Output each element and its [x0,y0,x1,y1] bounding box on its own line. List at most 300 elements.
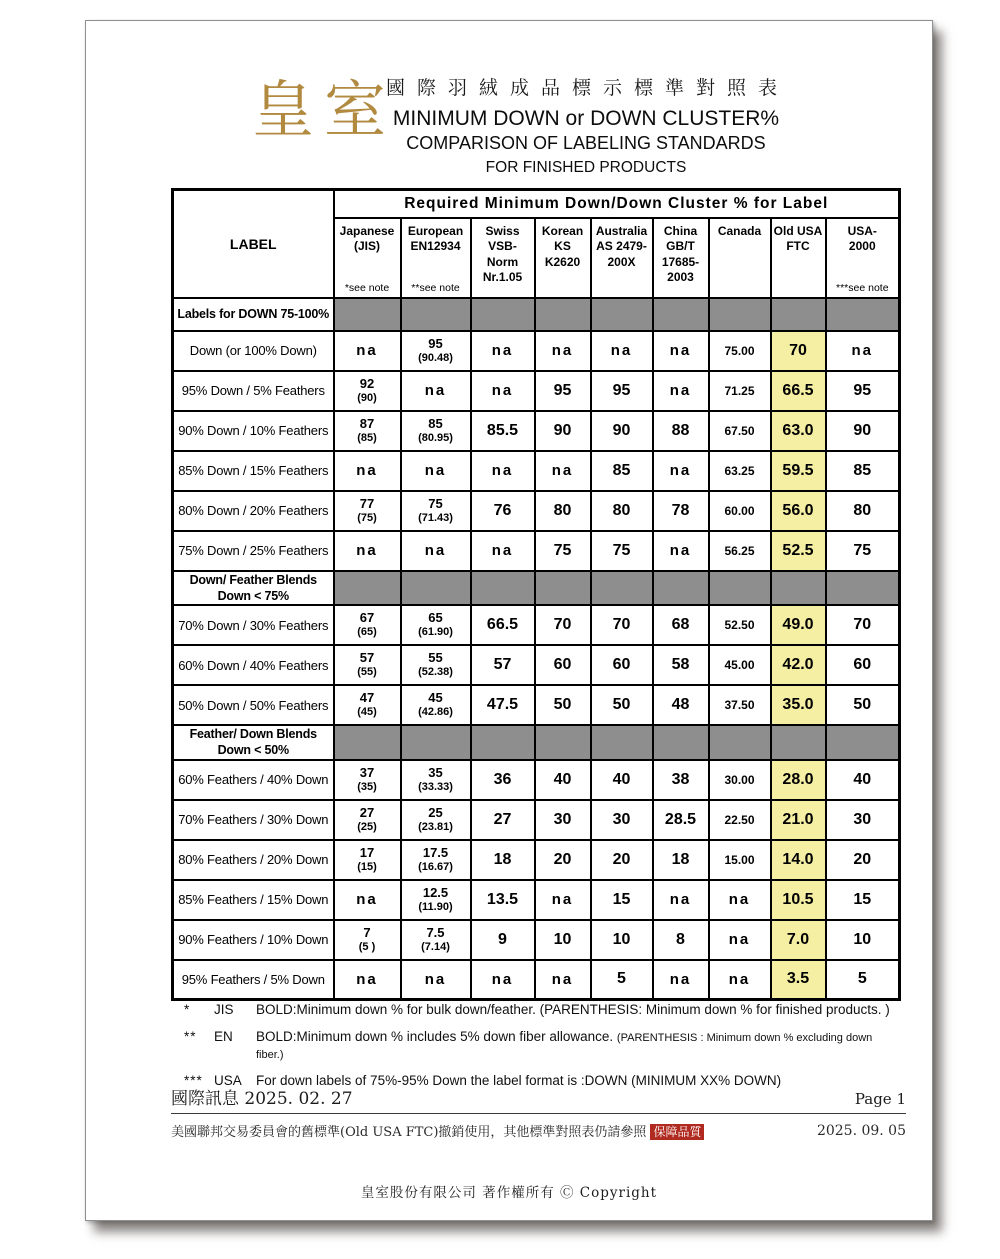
section-label-line: Down < 75% [217,588,289,603]
value-cell: 10.5 [771,880,826,920]
value-cell: 85.5 [471,411,535,451]
title-sub1: COMPARISON OF LABELING STANDARDS [406,133,766,154]
value-cell: 40 [535,760,591,800]
value-main: 75 [428,495,443,511]
column-header-line: Japanese [339,223,395,238]
section-cell [591,298,653,331]
value-cell [334,920,401,960]
value-cell: 9 [471,920,535,960]
section-cell [535,571,591,606]
row-label: 80% Feathers / 20% Down [173,840,334,880]
column-header [591,218,653,298]
value-main: 47 [359,690,375,706]
value-cell: 18 [653,840,709,880]
value-parenthesis: (90.48) [418,351,453,364]
row-label: 50% Down / 50% Feathers [173,685,334,725]
value-parenthesis: (90) [357,391,377,404]
value-parenthesis: (71.43) [418,511,453,524]
value-cell: 88 [653,411,709,451]
value-cell: 21.0 [771,800,826,840]
column-header-line: Swiss [485,223,520,238]
value-cell [401,645,471,685]
column-header-content [402,220,470,296]
value-cell: 52.50 [709,605,771,645]
section-label-line: Feather/ Down Blends [189,727,317,741]
title-main: MINIMUM DOWN or DOWN CLUSTER% [392,107,780,130]
value-cell: na [334,960,401,1000]
value-cell: 28.0 [771,760,826,800]
section-cell [535,725,591,760]
table-row [173,645,900,685]
footer-info-date: 國際訊息 2025. 02. 27 [171,1089,353,1109]
section-label-line: Labels for DOWN 75-100% [177,306,330,321]
value-cell [401,920,471,960]
footnote-marker: ** [184,1028,197,1044]
value-parenthesis: (23.81) [418,820,453,833]
value-cell: na [709,920,771,960]
column-header-line: AS 2479- [596,239,647,254]
section-row [173,571,900,606]
value-cell: 63.25 [709,451,771,491]
value-cell: 75 [591,531,653,571]
value-cell: na [334,531,401,571]
footnote-text [256,1028,896,1063]
value-cell: na [334,880,401,920]
value-parenthesis: (16.67) [418,860,453,873]
company-logo: 皇室 [252,73,397,146]
value-cell: 10 [591,920,653,960]
value-cell [401,331,471,371]
value-cell: 50 [826,685,900,725]
table-row [173,451,900,491]
footnote-text-main: BOLD:Minimum down % includes 5% down fiber allowance. [256,1028,617,1044]
value-main: 67 [359,610,375,626]
value-main: 25 [428,804,443,820]
value-cell: 10 [535,920,591,960]
value-cell: na [535,451,591,491]
section-cell [591,725,653,760]
value-main: 45 [428,690,443,706]
table-row [173,605,900,645]
value-cell: na [471,451,535,491]
footnote-abbr: EN [214,1028,233,1044]
row-label: 95% Feathers / 5% Down [173,960,334,1000]
value-cell: na [471,331,535,371]
footnote-text-main: BOLD:Minimum down % for bulk down/feather. (PARENTHESIS: Minimum down % for finished products. ) [256,1002,890,1017]
value-main: 7 [363,924,371,940]
value-cell: 30 [535,800,591,840]
column-header-line: Canada [717,223,762,238]
value-cell: 40 [591,760,653,800]
value-main: 7.5 [426,924,445,940]
section-cell [709,571,771,606]
value-main: 37 [359,764,375,780]
value-cell [401,605,471,645]
value-cell [334,760,401,800]
table-row [173,840,900,880]
value-cell: na [334,451,401,491]
row-label: 95% Down / 5% Feathers [173,371,334,411]
column-header-line: Norm [486,254,519,269]
value-cell: 90 [535,411,591,451]
value-cell: 90 [591,411,653,451]
column-header-content [827,220,899,296]
value-cell: 70 [591,605,653,645]
section-cell [471,725,535,760]
table-row [173,880,900,920]
footnote-abbr: JIS [214,1002,234,1017]
value-parenthesis: (85) [357,431,377,444]
value-cell: 85 [826,451,900,491]
value-parenthesis: (33.33) [418,780,453,793]
value-cell: 5 [826,960,900,1000]
value-parenthesis: (61.90) [418,626,453,639]
value-cell: 57 [471,645,535,685]
section-cell [771,571,826,606]
column-header-line: Australia [595,223,648,238]
value-main: 85 [428,415,443,431]
footer-notice-row [171,1121,906,1140]
value-cell: 7.0 [771,920,826,960]
column-header-line: 200X [607,254,636,269]
footer-date: 2025. 09. 05 [816,1122,906,1139]
value-cell: 75.00 [709,331,771,371]
table-span-header: Required Minimum Down/Down Cluster % for Label [334,190,900,218]
column-header-line: KS [554,239,571,254]
section-cell [401,571,471,606]
copyright-line: 皇室股份有限公司 著作權所有 Ⓒ Copyright [360,1185,658,1201]
section-label [173,298,334,331]
value-parenthesis: (25) [357,820,377,833]
section-cell [653,571,709,606]
column-header-content [335,220,400,296]
value-cell [401,880,471,920]
value-parenthesis: (65) [357,626,377,639]
value-main: 12.5 [422,884,449,900]
column-header-content [592,220,652,296]
value-cell: 66.5 [471,605,535,645]
label-column-header: LABEL [173,190,334,298]
value-cell: na [401,960,471,1000]
row-label: 60% Down / 40% Feathers [173,645,334,685]
value-cell: na [653,451,709,491]
value-cell [334,411,401,451]
column-header [471,218,535,298]
value-cell: 20 [591,840,653,880]
table-row [173,371,900,411]
value-cell: 90 [826,411,900,451]
value-cell: 15.00 [709,840,771,880]
value-cell: 60 [535,645,591,685]
value-cell: 30 [826,800,900,840]
column-header-line: China [663,223,698,238]
row-label: 70% Feathers / 30% Down [173,800,334,840]
value-cell: 95 [826,371,900,411]
column-header [826,218,900,298]
section-cell [826,571,900,606]
value-parenthesis: (52.38) [418,666,453,679]
value-cell: 80 [591,491,653,531]
value-cell: 68 [653,605,709,645]
value-cell: 20 [535,840,591,880]
column-header-line: USA- [847,223,877,238]
value-cell: 75 [535,531,591,571]
table-row [173,685,900,725]
section-cell [709,725,771,760]
value-main: 27 [359,804,375,820]
column-header [535,218,591,298]
column-header-content [472,220,534,296]
value-parenthesis: (7.14) [421,940,450,953]
comparison-table [171,188,901,1001]
value-cell: 70 [771,331,826,371]
column-header [653,218,709,298]
value-parenthesis: (11.90) [418,900,453,913]
value-cell: 85 [591,451,653,491]
value-parenthesis: (55) [357,666,377,679]
value-cell: na [401,451,471,491]
section-cell [709,298,771,331]
value-cell: 59.5 [771,451,826,491]
footer-notice [171,1121,704,1140]
table-row [173,491,900,531]
value-cell: na [653,960,709,1000]
column-header-line: European [407,223,464,238]
value-main: 95 [428,335,443,351]
section-label-line: Down < 50% [217,743,289,758]
value-cell: 71.25 [709,371,771,411]
row-label: 60% Feathers / 40% Down [173,760,334,800]
value-cell: na [653,880,709,920]
value-cell: 52.5 [771,531,826,571]
value-cell: 30 [591,800,653,840]
document-page [85,20,933,1221]
value-cell: 58 [653,645,709,685]
value-cell: 78 [653,491,709,531]
value-cell: 76 [471,491,535,531]
table-row [173,331,900,371]
table-row [173,800,900,840]
value-parenthesis: (35) [357,780,377,793]
value-cell [334,645,401,685]
value-cell: 5 [591,960,653,1000]
section-cell [826,298,900,331]
value-cell: na [653,531,709,571]
value-cell: 36 [471,760,535,800]
value-cell: 63.0 [771,411,826,451]
row-label: 85% Down / 15% Feathers [173,451,334,491]
section-label-line: Down/ Feather Blends [189,572,317,587]
title-chinese: 國際羽絨成品標示標準對照表 [386,77,790,99]
value-cell: 80 [535,491,591,531]
value-cell: 27 [471,800,535,840]
value-cell: 49.0 [771,605,826,645]
column-header-line: K2620 [544,254,581,269]
value-cell: na [471,371,535,411]
value-main: 55 [428,650,443,666]
section-cell [401,298,471,331]
value-cell: na [334,331,401,371]
column-header-line: GB/T [666,239,695,254]
section-cell [334,298,401,331]
value-cell [401,760,471,800]
value-cell [334,800,401,840]
section-cell [826,725,900,760]
section-row [173,725,900,760]
value-cell: 18 [471,840,535,880]
column-header-content [710,220,770,296]
column-header [709,218,771,298]
value-cell: 8 [653,920,709,960]
quality-badge: 保障品質 [650,1124,704,1140]
column-header [771,218,826,298]
column-header-note: ***see note [836,281,889,294]
value-cell: 50 [591,685,653,725]
value-cell: 42.0 [771,645,826,685]
section-cell [471,571,535,606]
value-cell [401,800,471,840]
value-cell: na [471,531,535,571]
section-cell [653,725,709,760]
value-cell [334,840,401,880]
section-cell [334,571,401,606]
value-cell: 80 [826,491,900,531]
value-cell: 15 [826,880,900,920]
column-header-note: *see note [344,281,390,294]
section-label [173,725,334,760]
value-main: 35 [428,764,443,780]
value-cell: 38 [653,760,709,800]
section-cell [771,298,826,331]
title-sub2: FOR FINISHED PRODUCTS [485,159,687,177]
value-cell [401,840,471,880]
value-cell: na [401,371,471,411]
value-cell [334,371,401,411]
value-cell: 10 [826,920,900,960]
footnote-abbr: USA [214,1072,242,1088]
section-row [173,298,900,331]
value-cell: na [471,960,535,1000]
value-cell: 14.0 [771,840,826,880]
value-cell: 50 [535,685,591,725]
value-cell [334,491,401,531]
value-cell [401,685,471,725]
value-cell: 47.5 [471,685,535,725]
value-cell: 3.5 [771,960,826,1000]
value-parenthesis: (45) [357,706,377,719]
footnote-marker: * [184,1002,191,1017]
value-cell: na [709,880,771,920]
column-header [401,218,471,298]
footnote-text [256,1001,890,1019]
value-cell: 45.00 [709,645,771,685]
value-main: 87 [359,415,375,431]
table-row [173,760,900,800]
table-row [173,531,900,571]
value-main: 92 [359,375,375,391]
column-header [334,218,401,298]
column-header-line: VSB- [488,239,517,254]
value-cell: na [709,960,771,1000]
row-label: 90% Feathers / 10% Down [173,920,334,960]
column-header-content [536,220,590,296]
value-cell: 60 [826,645,900,685]
value-parenthesis: (5 ) [358,940,376,953]
table-row [173,411,900,451]
value-parenthesis: (15) [357,860,377,873]
title-block [386,73,790,180]
value-cell: 37.50 [709,685,771,725]
row-label: 90% Down / 10% Feathers [173,411,334,451]
value-cell: 67.50 [709,411,771,451]
value-cell: 30.00 [709,760,771,800]
value-cell: 13.5 [471,880,535,920]
value-cell: na [535,960,591,1000]
footer-notice-text: 美國聯邦交易委員會的舊標準(Old USA FTC)撤銷使用，其他標準對照表仍請參照 [171,1125,647,1140]
value-cell: 60.00 [709,491,771,531]
value-cell: na [401,531,471,571]
footnote-text-small: (PARENTHESIS : Minimum down % excluding down fiber.) [256,1031,873,1062]
section-cell [334,725,401,760]
value-cell: 40 [826,760,900,800]
value-cell: 75 [826,531,900,571]
column-header-line: Old USA [773,223,823,238]
row-label: 70% Down / 30% Feathers [173,605,334,645]
section-cell [535,298,591,331]
page-number: Page 1 [854,1090,906,1108]
value-main: 77 [359,495,375,511]
value-parenthesis: (75) [357,511,377,524]
value-cell: 56.25 [709,531,771,571]
value-parenthesis: (42.86) [418,706,453,719]
footnote-jis [184,1001,896,1019]
row-label: Down (or 100% Down) [173,331,334,371]
value-cell [401,411,471,451]
column-header-line: 2000 [848,239,876,254]
value-cell: 70 [535,605,591,645]
section-cell [653,298,709,331]
value-main: 17.5 [422,844,449,860]
column-header-line: Nr.1.05 [482,270,523,285]
footnote-marker: *** [184,1072,203,1088]
value-cell: 35.0 [771,685,826,725]
value-cell: na [653,331,709,371]
value-cell [334,685,401,725]
table-row [173,920,900,960]
section-cell [401,725,471,760]
column-header-line: (JIS) [353,239,380,254]
value-cell: na [535,880,591,920]
value-cell: na [653,371,709,411]
section-cell [591,571,653,606]
value-cell: na [535,331,591,371]
value-cell: na [591,331,653,371]
column-header-line: EN12934 [410,239,461,254]
footer-info-row [171,1084,906,1109]
value-cell: 15 [591,880,653,920]
column-header-line: 17685- [661,254,700,269]
section-cell [471,298,535,331]
row-label: 75% Down / 25% Feathers [173,531,334,571]
section-cell [771,725,826,760]
value-parenthesis: (80.95) [418,431,453,444]
value-main: 57 [359,650,375,666]
section-label [173,571,334,606]
value-cell: 28.5 [653,800,709,840]
footnote-text-main: For down labels of 75%-95% Down the label format is :DOWN (MINIMUM XX% DOWN) [256,1072,782,1088]
value-cell: 66.5 [771,371,826,411]
column-header-content [654,220,708,296]
